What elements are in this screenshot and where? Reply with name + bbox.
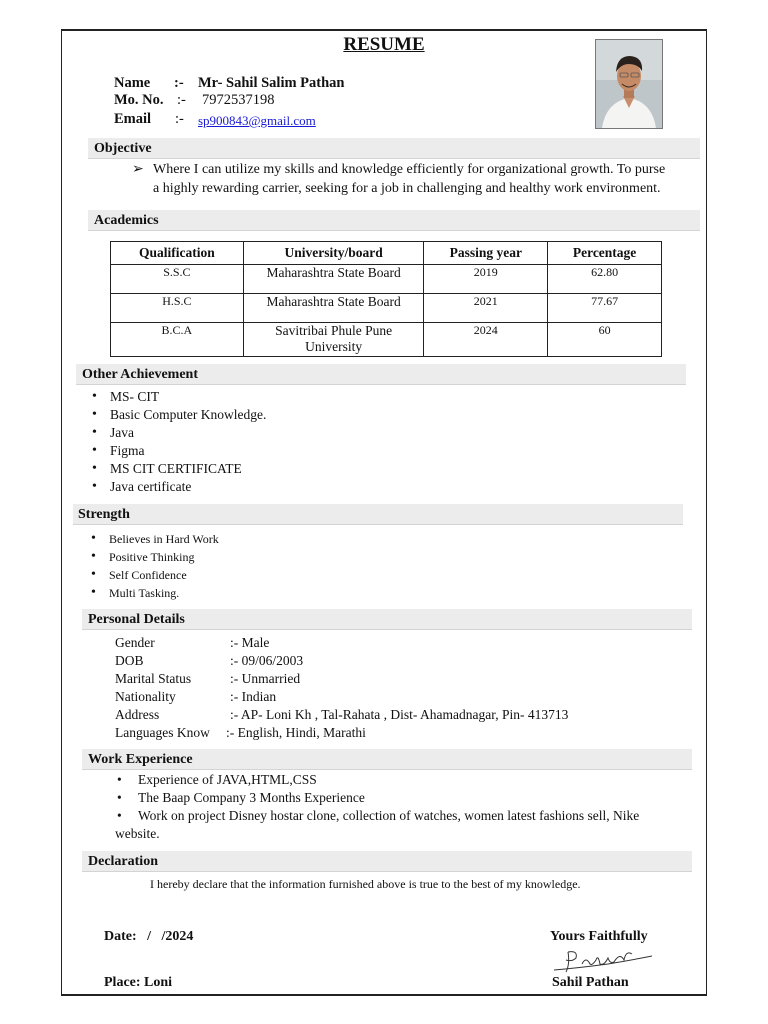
list-item: • Believes in Hard Work bbox=[85, 530, 219, 548]
list-item: • Experience of JAVA,HTML,CSS bbox=[117, 772, 317, 787]
closing-text: Yours Faithfully bbox=[550, 929, 648, 944]
table-cell: 2019 bbox=[424, 265, 548, 294]
table-cell: 2021 bbox=[424, 294, 548, 323]
email-link[interactable]: sp900843@gmail.com bbox=[198, 113, 316, 128]
academics-heading: Academics bbox=[88, 210, 700, 231]
mobile-label: Mo. No. bbox=[114, 92, 164, 108]
date-label: Date: / /2024 bbox=[104, 929, 194, 944]
personal-row-address: Address :- AP- Loni Kh , Tal-Rahata , Dist- Ahamadnagar, Pin- 413713 bbox=[115, 707, 569, 722]
signer-name: Sahil Pathan bbox=[552, 975, 629, 990]
objective-arrow-icon: ➢ bbox=[132, 162, 144, 177]
mobile-number: 7972537198 bbox=[202, 92, 275, 108]
declaration-text: I hereby declare that the information furnished above is true to the best of my knowledge. bbox=[150, 877, 581, 891]
table-cell: S.S.C bbox=[111, 265, 244, 294]
declaration-heading: Declaration bbox=[82, 851, 692, 872]
table-row bbox=[111, 265, 662, 294]
list-item: • Java bbox=[86, 424, 266, 442]
candidate-name: Mr- Sahil Salim Pathan bbox=[198, 75, 345, 91]
table-cell: B.C.A bbox=[111, 323, 244, 357]
email-label: Email bbox=[114, 111, 152, 127]
personal-details bbox=[115, 634, 568, 742]
table-cell: 77.67 bbox=[548, 294, 662, 323]
strength-list bbox=[85, 530, 219, 602]
list-item: • Basic Computer Knowledge. bbox=[86, 406, 266, 424]
achievement-heading: Other Achievement bbox=[76, 364, 686, 385]
personal-heading: Personal Details bbox=[82, 609, 692, 630]
table-cell: Maharashtra State Board bbox=[243, 294, 424, 323]
objective-heading: Objective bbox=[88, 138, 700, 159]
strength-heading: Strength bbox=[73, 504, 683, 525]
work-heading: Work Experience bbox=[82, 749, 692, 770]
academics-table bbox=[110, 241, 662, 357]
profile-photo bbox=[595, 39, 663, 129]
place-label: Place: Loni bbox=[104, 975, 173, 990]
table-cell: Savitribai Phule Pune University bbox=[243, 323, 424, 357]
column-header: Passing year bbox=[424, 242, 548, 265]
table-row bbox=[111, 294, 662, 323]
table-cell: 62.80 bbox=[548, 265, 662, 294]
mobile-separator: :- bbox=[177, 92, 186, 108]
personal-row-languages: Languages Know :- English, Hindi, Marathi bbox=[115, 725, 366, 740]
resume-title: RESUME bbox=[343, 34, 425, 55]
objective-line-1: Where I can utilize my skills and knowledge efficiently for organizational growth. To purse bbox=[153, 162, 666, 177]
achievement-list bbox=[86, 388, 266, 496]
list-item: • Multi Tasking. bbox=[85, 584, 219, 602]
table-cell: 60 bbox=[548, 323, 662, 357]
list-item: • Figma bbox=[86, 442, 266, 460]
column-header: University/board bbox=[243, 242, 424, 265]
table-row bbox=[111, 323, 662, 357]
personal-row-marital: Marital Status :- Unmarried bbox=[115, 671, 301, 686]
name-label: Name bbox=[114, 75, 151, 91]
signature bbox=[548, 942, 658, 978]
personal-row-gender: Gender :- Male bbox=[115, 635, 270, 650]
personal-row-nationality: Nationality :- Indian bbox=[115, 689, 277, 704]
personal-row-dob: DOB :- 09/06/2003 bbox=[115, 653, 304, 668]
list-item: • Work on project Disney hostar clone, collection of watches, women latest fashions sell, Nike bbox=[117, 808, 640, 823]
table-cell: Maharashtra State Board bbox=[243, 265, 424, 294]
list-item: • MS CIT CERTIFICATE bbox=[86, 460, 266, 478]
list-item: • Self Confidence bbox=[85, 566, 219, 584]
objective-line-2: a highly rewarding carrier, seeking for a job in challenging and healthy work environment. bbox=[153, 181, 661, 196]
list-item: • Java certificate bbox=[86, 478, 266, 496]
column-header: Percentage bbox=[548, 242, 662, 265]
list-item: • MS- CIT bbox=[86, 388, 266, 406]
list-item: • The Baap Company 3 Months Experience bbox=[117, 790, 365, 805]
list-item-continuation: website. bbox=[115, 826, 160, 841]
table-cell: 2024 bbox=[424, 323, 548, 357]
email-separator: :- bbox=[175, 111, 184, 127]
table-cell: H.S.C bbox=[111, 294, 244, 323]
column-header: Qualification bbox=[111, 242, 244, 265]
list-item: • Positive Thinking bbox=[85, 548, 219, 566]
work-list bbox=[115, 771, 685, 843]
name-separator: :- bbox=[174, 75, 184, 91]
academics-header-row bbox=[111, 242, 662, 265]
